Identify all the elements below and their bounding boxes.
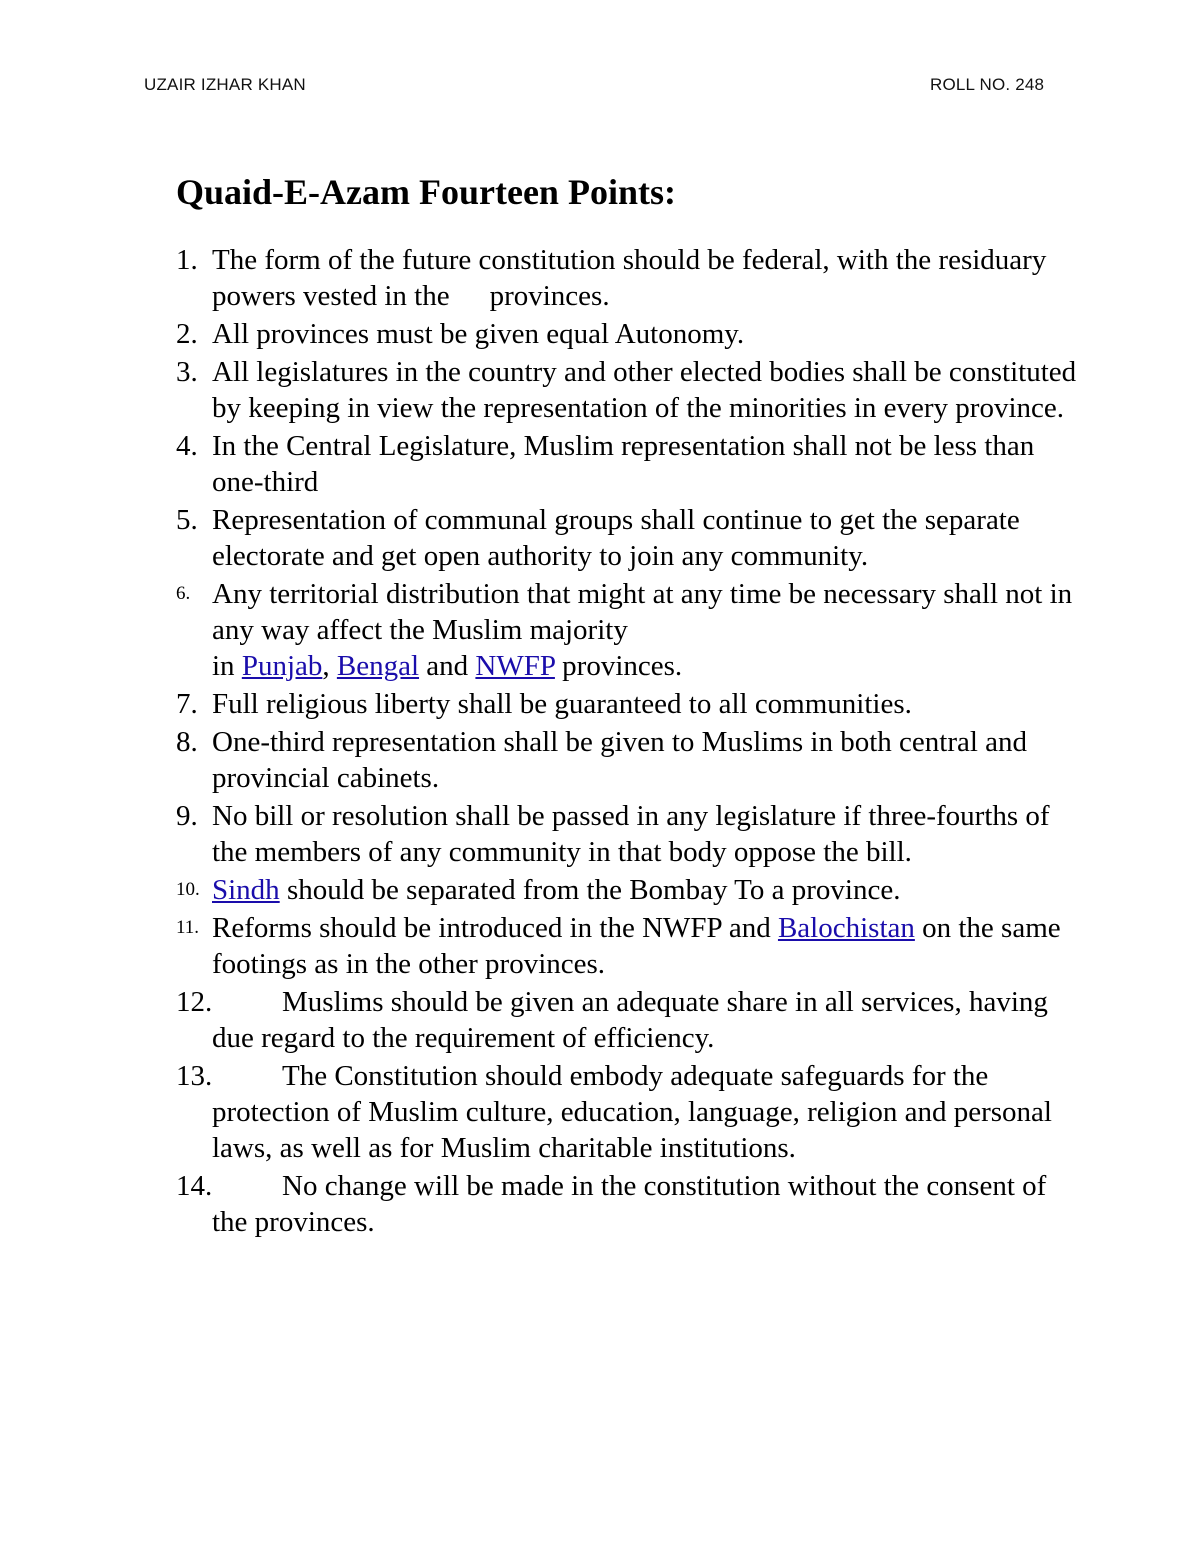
list-item: [0, 242, 1200, 314]
item-number: 14.: [176, 1170, 213, 1202]
list-item: [0, 1058, 1200, 1166]
list-item: [0, 576, 1200, 684]
bengal-link[interactable]: Bengal: [336, 650, 420, 682]
list-item: [0, 354, 1200, 426]
item-text: The Constitution should embody adequate safeguards for the protection of Muslim culture, education, language, religion and personal laws, as well as for Muslim charitable institutions.: [212, 1060, 1052, 1164]
punjab-link[interactable]: Punjab: [241, 650, 323, 682]
list-item: [0, 1168, 1200, 1240]
item-number: 7.: [176, 688, 198, 720]
item-number: 4.: [176, 430, 198, 462]
item-number: 12.: [176, 986, 213, 1018]
item-number: 3.: [176, 356, 198, 388]
item-text: One-third representation shall be given to Muslims in both central and provincial cabinets.: [212, 726, 1028, 794]
item-number: 2.: [176, 318, 198, 350]
item-number: 13.: [176, 1060, 213, 1092]
roll-number: ROLL NO. 248: [930, 75, 1045, 94]
item-text: All legislatures in the country and other elected bodies shall be constituted by keeping in view the representation of the minorities in every province.: [212, 356, 1077, 424]
item-text: No bill or resolution shall be passed in any legislature if three-fourths of the members of any community in that body oppose the bill.: [212, 800, 1050, 868]
item-number: 5.: [176, 504, 198, 536]
item-text: Reforms should be introduced in the NWFP and: [212, 912, 771, 944]
item-text: Full religious liberty shall be guaranteed to all communities.: [212, 688, 912, 720]
list-item: [0, 724, 1200, 796]
item-text: on the same footings as in the other provinces.: [212, 912, 1061, 980]
nwfp-link[interactable]: NWFP: [475, 650, 555, 682]
item-text: No change will be made in the constitution without the consent of the provinces.: [212, 1170, 1047, 1238]
item-text: and: [426, 650, 469, 682]
item-number: 8.: [176, 726, 198, 758]
item-number: 1.: [176, 244, 198, 276]
list-item: [0, 502, 1200, 574]
page-title: Quaid-E-Azam Fourteen Points:: [176, 172, 676, 212]
list-item: [0, 872, 1200, 908]
list-item: [0, 910, 1200, 982]
fourteen-points-list: [0, 242, 1200, 1242]
item-number: 6.: [176, 583, 191, 604]
balochistan-link[interactable]: Balochistan: [777, 912, 915, 944]
sindh-link[interactable]: Sindh: [212, 874, 280, 906]
item-text: should be separated from the Bombay To a province.: [286, 874, 901, 906]
item-number: 10.: [176, 879, 200, 900]
item-text: in: [212, 650, 235, 682]
item-text: Any territorial distribution that might at any time be necessary shall not in any way affect the Muslim majority: [212, 578, 1073, 646]
list-item: [0, 798, 1200, 870]
list-item: [0, 686, 1200, 722]
item-text: provinces.: [562, 650, 683, 682]
item-text: The form of the future constitution should be federal, with the residuary powers vested in the: [212, 244, 1047, 312]
item-text: Representation of communal groups shall continue to get the separate electorate and get open authority to join any community.: [212, 504, 1020, 572]
author-name: UZAIR IZHAR KHAN: [144, 75, 306, 94]
item-text: All provinces must be given equal Autonomy.: [212, 318, 745, 350]
item-text: In the Central Legislature, Muslim representation shall not be less than one-third: [212, 430, 1035, 498]
list-item: [0, 428, 1200, 500]
item-text: ,: [322, 650, 330, 682]
item-text: provinces.: [489, 280, 610, 312]
item-number: 9.: [176, 800, 198, 832]
item-text: Muslims should be given an adequate share in all services, having due regard to the requirement of efficiency.: [212, 986, 1048, 1054]
list-item: [0, 984, 1200, 1056]
item-number: 11.: [176, 917, 200, 938]
list-item: [0, 316, 1200, 352]
